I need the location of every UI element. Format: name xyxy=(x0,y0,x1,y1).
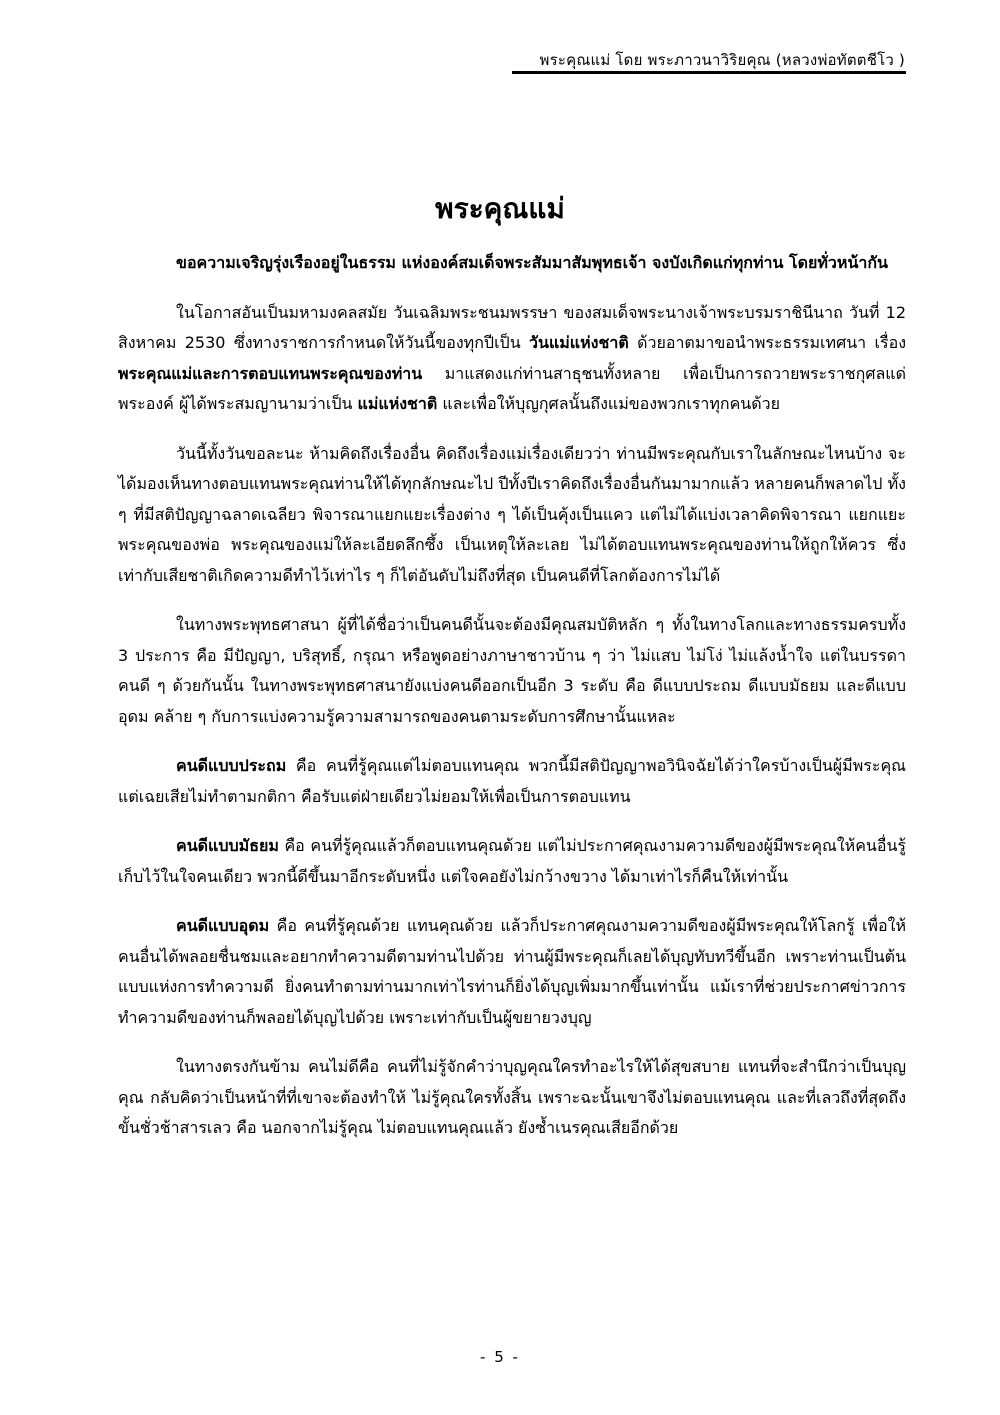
paragraph-buddhism: ในทางพระพุทธศาสนา ผู้ที่ได้ชื่อว่าเป็นคนดีนั้นจะต้องมีคุณสมบัติหลัก ๆ ทั้งในทางโลกและทางธรรมครบทั้ง 3 ประการ คือ มีปัญญา, บริสุทธิ์, กรุณา หรือพูดอย่างภาษาชาวบ้าน ๆ ว่า ไม่แสบ ไม่โง่ ไม่แล้งน้ำใจ แต่ในบรรดาคนดี ๆ ด้วยกันนั้น ในทางพระพุทธศาสนายังแบ่งคนดีออกเป็นอีก 3 ระดับ คือ ดีแบบประถม ดีแบบมัธยม และดีแบบอุดม คล้าย ๆ กับการแบ่งความรู้ความสามารถของคนตามระดับการศึกษานั้นแหละ xyxy=(118,615,906,726)
text-run: คือ คนที่รู้คุณแล้วก็ตอบแทนคุณด้วย แต่ไม่ประกาศคุณงามความดีของผู้มีพระคุณให้คนอื่นรู้ เก็บไว้ในใจคนเดียว พวกนี้ดีขึ้นมาอีกระดับหนึ่ง แต่ใจคอยังไม่กว้างขวาง ได้มาเท่าไรก็คืนให้เท่านั้น xyxy=(118,836,906,886)
paragraph-occasion xyxy=(118,298,906,420)
paragraph-opposite: ในทางตรงกันข้าม คนไม่ดีคือ คนที่ไม่รู้จักคำว่าบุญคุณใครทำอะไรให้ได้สุขสบาย แทนที่จะสำนึกว่าเป็นบุญคุณ กลับคิดว่าเป็นหน้าที่ที่เขาจะต้องทำให้ ไม่รู้คุณใครทั้งสิ้น เพราะฉะนั้นเขาจึงไม่ตอบแทนคุณ และที่เลวถึงที่สุดถึงขั้นชั่วช้าสารเลว คือ นอกจากไม่รู้คุณ ไม่ตอบแทนคุณแล้ว ยังซ้ำเนรคุณเสียอีกด้วย xyxy=(118,1057,906,1137)
running-header: พระคุณแม่ โดย พระภาวนาวิริยคุณ (หลวงพ่อทัตตชีโว ) xyxy=(539,51,905,69)
term-secondary: คนดีแบบมัธยม xyxy=(176,836,279,855)
text-run: มาแสดงแก่ท่านสาธุชนทั้งหลาย เพื่อเป็นการถวายพระราชกุศลแด่พระองค์ ผู้ได้พระสมญานามว่าเป็น xyxy=(118,363,906,413)
text-run: และเพื่อให้บุญกุศลนั้นถึงแม่ของพวกเราทุกคนด้วย xyxy=(437,394,780,413)
body-text xyxy=(118,248,906,1163)
paragraph-primary-good xyxy=(118,751,906,812)
bold-mother-of-nation: แม่แห่งชาติ xyxy=(357,394,438,413)
term-higher: คนดีแบบอุดม xyxy=(176,916,270,935)
header-rule xyxy=(512,71,906,74)
text-run: ด้วยอาตมาขอนำพระธรรมเทศนา เรื่อง xyxy=(628,333,907,352)
page-title: พระคุณแม่ xyxy=(435,192,565,225)
paragraph-today: วันนี้ทั้งวันขอละนะ ห้ามคิดถึงเรื่องอื่น คิดถึงเรื่องแม่เรื่องเดียวว่า ท่านมีพระคุณกับเราในลักษณะไหนบ้าง จะได้มองเห็นทางตอบแทนพระคุณท่านให้ได้ทุกลักษณะไป ปีทั้งปีเราคิดถึงเรื่องอื่นกันมามากแล้ว หลายคนก็พลาดไป ทั้ง ๆ ที่มีสติปัญญาฉลาดเฉลียว พิจารณาแยกแยะเรื่องต่าง ๆ ได้เป็นคุ้งเป็นแคว แต่ไม่ได้แบ่งเวลาคิดพิจารณา แยกแยะพระคุณของพ่อ พระคุณของแม่ให้ละเอียดลึกซึ้ง เป็นเหตุให้ละเลย ไม่ได้ตอบแทนพระคุณของท่านให้ถูกให้ควร ซึ่งเท่ากับเสียชาติเกิดความดีทำไว้เท่าไร ๆ ก็ไต่อันดับไม่ถึงที่สุด เป็นคนดีที่โลกต้องการไม่ได้ xyxy=(118,443,906,585)
greeting-paragraph: ขอความเจริญรุ่งเรืองอยู่ในธรรม แห่งองค์สมเด็จพระสัมมาสัมพุทธเจ้า จงบังเกิดแก่ทุกท่าน โดยทั่วหน้ากัน xyxy=(176,253,888,272)
term-primary: คนดีแบบประถม xyxy=(176,756,287,775)
text-run: ในโอกาสอันเป็นมหามงคลสมัย วันเฉลิมพระชนมพรรษา ของสมเด็จพระนางเจ้าพระบรมราชินีนาถ วันที่ 12 สิงหาคม 2530 ซึ่งทางราชการกำหนดให้วันนี้ของทุกปีเป็น xyxy=(118,302,906,352)
page-number: - 5 - xyxy=(480,1348,520,1366)
paragraph-higher-good xyxy=(118,911,906,1033)
text-run: คือ คนที่รู้คุณแต่ไม่ตอบแทนคุณ พวกนี้มีสติปัญญาพอวินิจฉัยได้ว่าใครบ้างเป็นผู้มีพระคุณ แต่เฉยเสียไม่ทำตามกติกา คือรับแต่ฝ่ายเดียวไม่ยอมให้เพื่อเป็นการตอบแทน xyxy=(118,756,906,806)
paragraph-secondary-good xyxy=(118,831,906,892)
bold-mothers-day: วันแม่แห่งชาติ xyxy=(529,333,629,352)
text-run: คือ คนที่รู้คุณด้วย แทนคุณด้วย แล้วก็ประกาศคุณงามความดีของผู้มีพระคุณให้โลกรู้ เพื่อให้คนอื่นได้พลอยชื่นชมและอยากทำความดีตามท่านไปด้วย ท่านผู้มีพระคุณก็เลยได้บุญทับทวีขึ้นอีก เพราะท่านเป็นต้นแบบแห่งการทำความดี ยิ่งคนทำตามท่านมากเท่าไรท่านก็ยิ่งได้บุญเพิ่มมากขึ้นเท่านั้น แม้เราที่ช่วยประกาศข่าวการทำความดีของท่านก็พลอยได้บุญไปด้วย เพราะเท่ากับเป็นผู้ขยายวงบุญ xyxy=(118,916,906,1027)
bold-sermon-title: พระคุณแม่และการตอบแทนพระคุณของท่าน xyxy=(118,363,423,383)
